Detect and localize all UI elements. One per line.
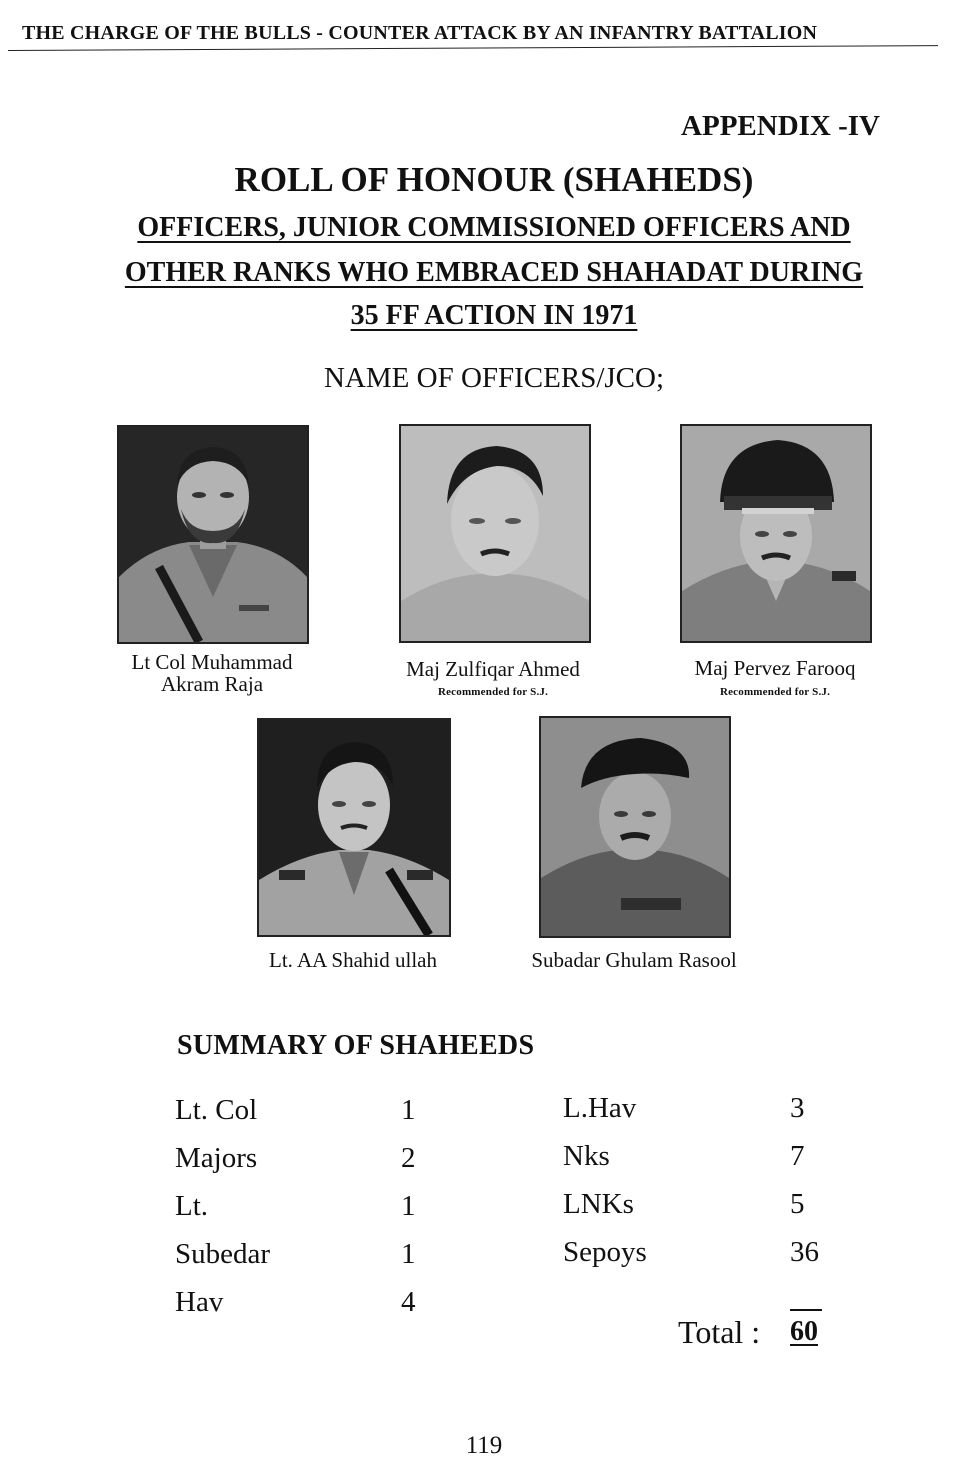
officer-name-line: Lt. AA Shahid ullah (269, 948, 437, 972)
total-value: 60 (790, 1316, 818, 1347)
total-label: Total : (678, 1314, 761, 1350)
summary-count-majors: 2 (401, 1142, 416, 1174)
summary-count-subedar: 1 (401, 1238, 416, 1270)
subtitle-line-3: 35 FF ACTION IN 1971 (350, 300, 638, 331)
page-number: 119 (465, 1432, 503, 1459)
total-rule (790, 1309, 822, 1311)
summary-title: SUMMARY OF SHAHEEDS (177, 1030, 535, 1061)
officer-name-line: Maj Pervez Farooq (694, 656, 856, 680)
summary-count-lt: 1 (401, 1190, 416, 1222)
summary-rank-l-hav: L.Hav (563, 1092, 637, 1124)
officer-caption-2 (370, 658, 616, 680)
recommendation-note-3: Recommended for S.J. (719, 686, 831, 698)
portrait-photo-2 (399, 424, 591, 643)
portrait-photo-4 (257, 718, 451, 937)
summary-rank-sepoys: Sepoys (563, 1236, 647, 1268)
officer-caption-1 (105, 651, 319, 695)
summary-count-lt-col: 1 (401, 1094, 416, 1126)
appendix-label: APPENDIX -IV (681, 110, 880, 142)
officer-caption-5 (510, 949, 758, 971)
summary-count-lnks: 5 (790, 1188, 805, 1220)
summary-count-nks: 7 (790, 1140, 805, 1172)
portrait-photo-5 (539, 716, 731, 938)
summary-rank-lnks: LNKs (563, 1188, 634, 1220)
page-title: ROLL OF HONOUR (SHAHEDS) (234, 160, 754, 199)
header-rule (8, 45, 938, 51)
summary-rank-subedar: Subedar (175, 1238, 271, 1270)
portrait-photo-1 (117, 425, 309, 644)
summary-count-l-hav: 3 (790, 1092, 805, 1124)
summary-rank-nks: Nks (563, 1140, 610, 1172)
officer-caption-4 (240, 949, 466, 971)
officer-name-line: Subadar Ghulam Rasool (531, 948, 737, 972)
running-head: THE CHARGE OF THE BULLS - COUNTER ATTACK BY AN INFANTRY BATTALION (22, 22, 818, 44)
portrait-photo-3 (680, 424, 872, 643)
officer-name-line: Maj Zulfiqar Ahmed (406, 657, 580, 681)
subtitle-line-1: OFFICERS, JUNIOR COMMISSIONED OFFICERS AND (137, 212, 851, 243)
summary-rank-lt: Lt. (175, 1190, 209, 1222)
summary-count-hav: 4 (401, 1286, 416, 1318)
subtitle-line-2: OTHER RANKS WHO EMBRACED SHAHADAT DURING (124, 257, 864, 288)
summary-rank-hav: Hav (175, 1286, 224, 1318)
officers-heading: NAME OF OFFICERS/JCO; (323, 362, 665, 394)
summary-count-sepoys: 36 (790, 1236, 819, 1268)
officer-caption-3 (660, 657, 890, 679)
summary-rank-lt-col: Lt. Col (175, 1094, 258, 1126)
officer-name-line: Akram Raja (160, 672, 264, 696)
officer-name-line: Lt Col Muhammad (131, 650, 293, 674)
summary-rank-majors: Majors (175, 1142, 258, 1174)
recommendation-note-2: Recommended for S.J. (437, 686, 549, 698)
